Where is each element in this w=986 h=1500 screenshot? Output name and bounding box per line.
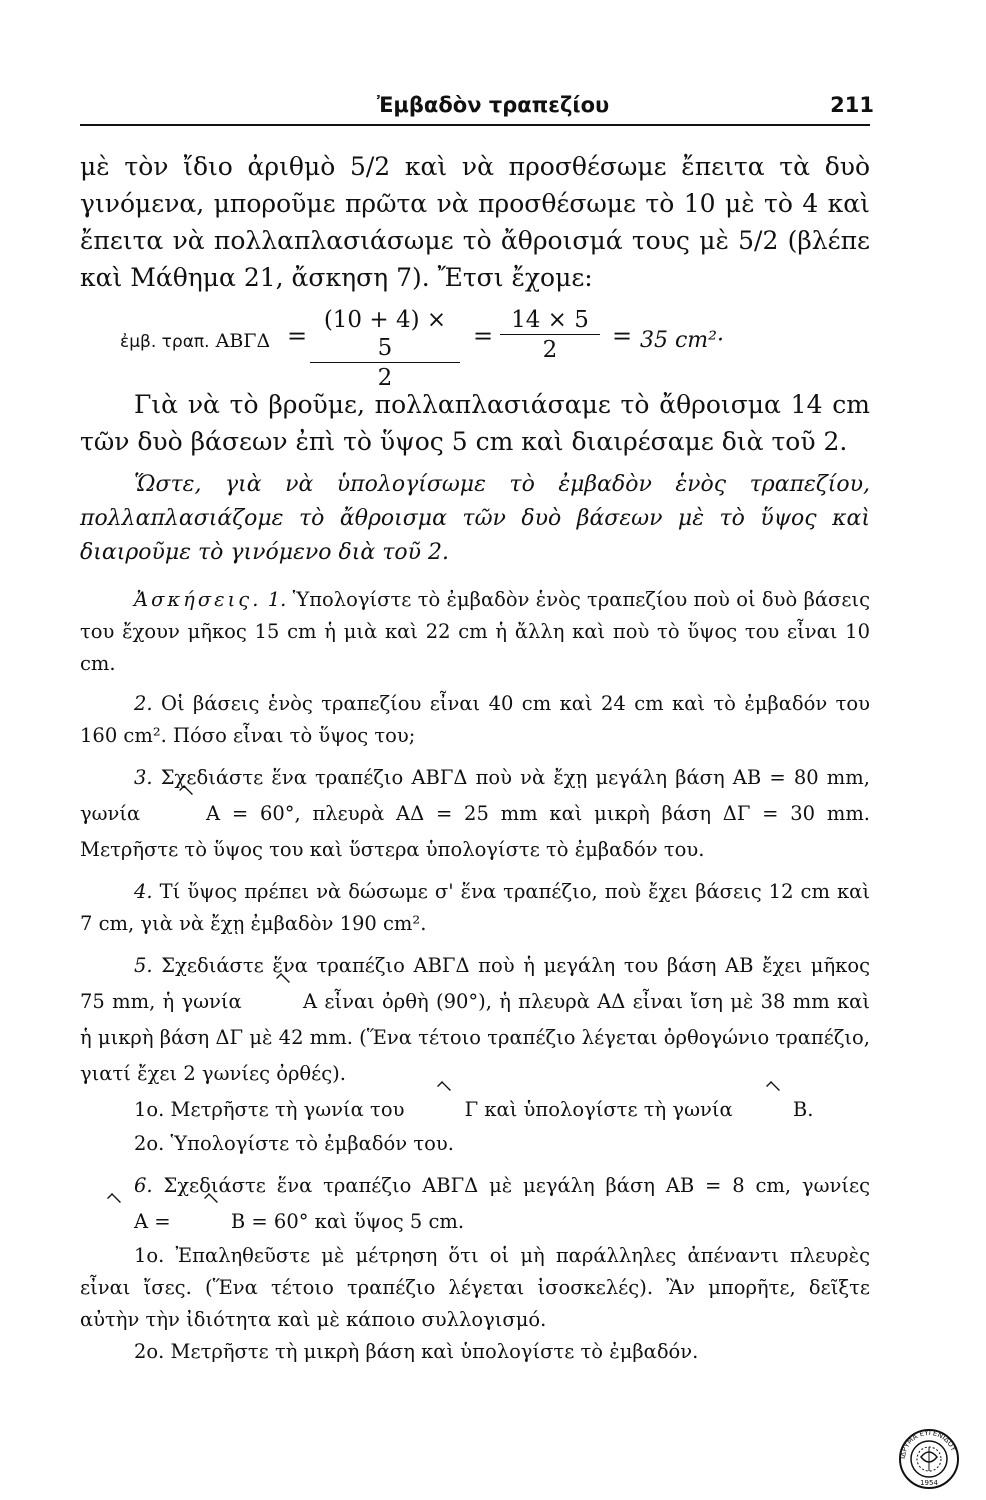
rule-paragraph: Ὥστε, γιὰ νὰ ὑπολογίσωμε τὸ ἐμβαδὸν ἑνὸς τραπεζίου, πολλαπλασιάζομε τὸ ἄθροισμα τῶν δυὸ βάσεων μὲ τὸ ὕψος καὶ διαιροῦμε τὸ γινόμενο διὰ τοῦ 2.: [80, 472, 870, 565]
angle-g-hat: Γ: [411, 1092, 479, 1128]
foundation-seal: [897, 1427, 961, 1491]
formula-fraction-1: $\frac{(10 + 4) \times 5}{2}$: [310, 306, 460, 393]
exercise-6-part-2: 2ο. Μετρῆστε τὴ μικρὴ βάση καὶ ὑπολογίστε τὸ ἐμβαδόν.: [134, 1340, 699, 1363]
formula-result: 35 cm²·: [640, 328, 724, 353]
exercises-heading: Ἀσκήσεις.: [134, 588, 262, 611]
exercise-5: 5. Σχεδιάστε ἕνα τραπέζιο ΑΒΓΔ ποὺ ἡ μεγάλη του βάση ΑΒ ἔχει μῆκος 75 mm, ἡ γωνία Α εἶναι ὀρθὴ (90°), ἡ πλευρὰ ΑΔ εἶναι ἴση μὲ 38 mm καὶ ἡ μικρὴ βάση ΔΓ μὲ 42 mm. (Ἕνα τέτοιο τραπέζιο λέγεται ὀρθογώνιο τραπέζιο, γιατί ἔχει 2 γωνίες ὀρθές).: [80, 954, 870, 1085]
angle-a-hat: Α: [152, 796, 220, 832]
exercise-6: 6. Σχεδιάστε ἕνα τραπέζιο ΑΒΓΔ μὲ μεγάλη βάση ΑΒ = 8 cm, γωνίες Α = Β = 60° καὶ ὕψος 5 cm.: [80, 1168, 870, 1240]
exercise-1: Ἀσκήσεις. 1. Ὑπολογίστε τὸ ἐμβαδὸν ἑνὸς τραπεζίου ποὺ οἱ δυὸ βάσεις του ἔχουν μῆκος 15 cm ἡ μιὰ καὶ 22 cm ἡ ἄλλη καὶ ποὺ τὸ ὕψος του εἶναι 10 cm.: [80, 588, 870, 675]
formula-equals-3: =: [612, 322, 633, 350]
running-header-title: Ἐμβαδὸν τραπεζίου: [376, 93, 610, 117]
angle-b-hat: Β: [177, 1204, 245, 1240]
seal-text: ΙΔΡΥΜΑ ΕΥΓΕΝΙΔΟΥ: [898, 1428, 958, 1460]
formula-label: ἐμβ. τραπ. ΑΒΓΔ: [120, 330, 271, 352]
formula-fraction-2: $\frac{14 \times 5}{2}$: [500, 306, 600, 365]
explanation-paragraph: Γιὰ νὰ τὸ βροῦμε, πολλαπλασιάσαμε τὸ ἄθροισμα 14 cm τῶν δυὸ βάσεων ἐπὶ τὸ ὕψος 5 cm καὶ διαιρέσαμε διὰ τοῦ 2.: [80, 390, 870, 456]
page-number: 211: [830, 93, 874, 117]
angle-a-hat: Α: [80, 1204, 148, 1240]
exercise-2: 2. Οἱ βάσεις ἑνὸς τραπεζίου εἶναι 40 cm καὶ 24 cm καὶ τὸ ἐμβαδόν του 160 cm². Πόσο εἶναι τὸ ὕψος του;: [80, 692, 871, 747]
exercise-6-part-1: 1ο. Ἐπαληθεῦστε μὲ μέτρηση ὅτι οἱ μὴ παράλληλες ἀπέναντι πλευρὲς εἶναι ἴσες. (Ἕνα τέτοιο τραπέζιο λέγεται ἰσοσκελές). Ἂν μπορῆτε, δεῖξτε αὐτὴν τὴν ἰδιότητα καὶ μὲ κάποιο συλλογισμό.: [80, 1244, 870, 1331]
exercise-5-part-2: 2ο. Ὑπολογίστε τὸ ἐμβαδόν του.: [134, 1132, 454, 1155]
area-formula: [80, 302, 870, 391]
formula-equals-2: =: [473, 322, 494, 350]
seal-year: 1954: [920, 1479, 938, 1487]
angle-a-hat: Α: [249, 984, 317, 1020]
page-body: [80, 148, 870, 1368]
exercise-4: 4. Τί ὕψος πρέπει νὰ δώσωμε σ' ἕνα τραπέζιο, ποὺ ἔχει βάσεις 12 cm καὶ 7 cm, γιὰ νὰ ἔχῃ ἐμβαδὸν 190 cm².: [80, 880, 870, 935]
intro-paragraph: μὲ τὸν ἴδιο ἀριθμὸ 5/2 καὶ νὰ προσθέσωμε ἔπειτα τὰ δυὸ γινόμενα, μποροῦμε πρῶτα νὰ προσθέσωμε τὸ 10 μὲ τὸ 4 καὶ ἔπειτα νὰ πολλαπλασιάσωμε τὸ ἄθροισμά τους μὲ 5/2 (βλέπε καὶ Μάθημα 21, ἄσκηση 7). Ἔτσι ἔχομε:: [80, 152, 870, 292]
svg-text:ΙΔΡΥΜΑ ΕΥΓΕΝΙΔΟΥ: [899, 1429, 958, 1459]
formula-equals-1: =: [287, 322, 308, 350]
angle-b-hat: Β: [739, 1092, 807, 1128]
exercise-5-part-1: 1ο. Μετρῆστε τὴ γωνία του Γ καὶ ὑπολογίστε τὴ γωνία Β.: [80, 1092, 870, 1128]
exercise-3: 3. Σχεδιάστε ἕνα τραπέζιο ΑΒΓΔ ποὺ νὰ ἔχῃ μεγάλη βάση ΑΒ = 80 mm, γωνία Α = 60°, πλευρὰ ΑΔ = 25 mm καὶ μικρὴ βάση ΔΓ = 30 mm. Μετρῆστε τὸ ὕψος του καὶ ὕστερα ὑπολογίστε τὸ ἐμβαδόν του.: [80, 766, 871, 861]
header-rule: [80, 124, 870, 126]
